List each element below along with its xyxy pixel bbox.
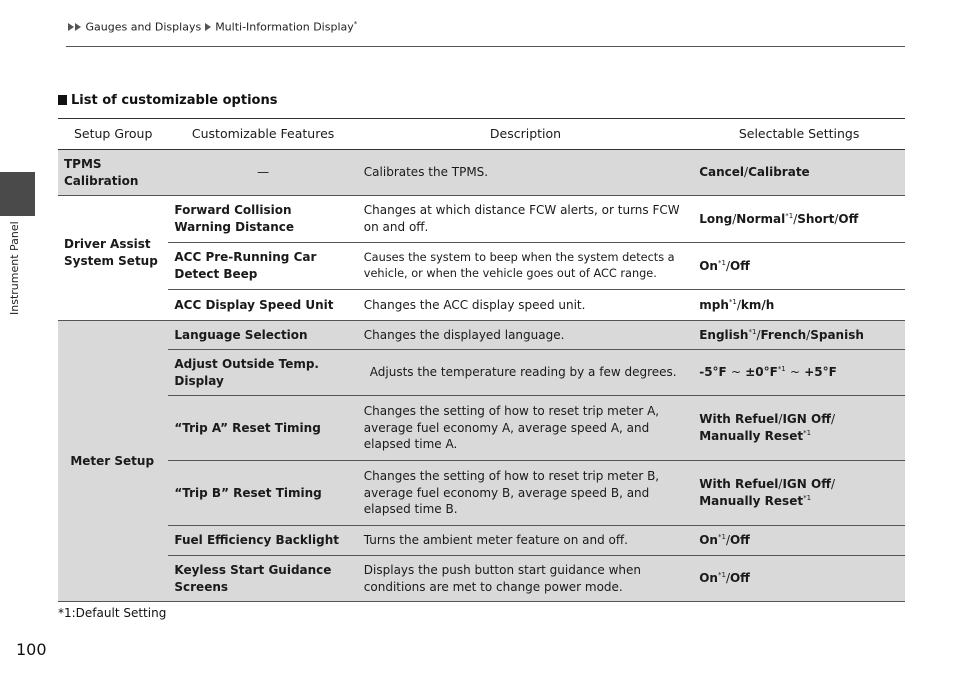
table-row [58, 461, 905, 526]
settings-cell: With Refuel/IGN Off/ Manually Reset$^{*1}$ [693, 396, 905, 461]
description-cell: Displays the push button start guidance when conditions are met to change power mode. [358, 556, 693, 602]
settings-cell: -5°F ~ $\pm 0^\circ F^{*1}$ ~ +5°F [693, 350, 905, 396]
description-cell: Adjusts the temperature reading by a few degrees. [358, 350, 693, 396]
options-table [58, 118, 905, 602]
feature-cell: Forward Collision Warning Distance [168, 196, 357, 243]
breadcrumb-mark: * [353, 20, 358, 28]
setup-group: Driver Assist System Setup [58, 196, 168, 321]
description-cell: Changes the displayed language. [358, 321, 693, 350]
breadcrumb-link-multi-info[interactable]: Multi-Information Display [215, 20, 354, 34]
column-header: Selectable Settings [693, 119, 905, 150]
table-row [58, 526, 905, 556]
table-row [58, 243, 905, 290]
settings-cell: Long/Normal$^{*1}$/Short/Off [693, 196, 905, 243]
column-header: Setup Group [58, 119, 168, 150]
settings-cell: On$^{*1}$/Off [693, 243, 905, 290]
feature-cell: ACC Display Speed Unit [168, 290, 357, 321]
table-header-row [58, 119, 905, 150]
table-row [58, 556, 905, 602]
chapter-tab[interactable] [0, 172, 35, 216]
table-row [58, 150, 905, 196]
feature-cell: Language Selection [168, 321, 357, 350]
description-cell: Changes the setting of how to reset trip meter A, average fuel economy A, average speed A, and elapsed time A. [358, 396, 693, 461]
settings-cell: Cancel/Calibrate [693, 150, 905, 196]
settings-cell: On$^{*1}$/Off [693, 556, 905, 602]
feature-cell: Adjust Outside Temp. Display [168, 350, 357, 396]
column-header: Description [358, 119, 693, 150]
section-title: List of customizable options [58, 93, 277, 108]
feature-cell: “Trip A” Reset Timing [168, 396, 357, 461]
description-cell: Causes the system to beep when the system detects a vehicle, or when the vehicle goes out of ACC range. [358, 243, 693, 290]
description-cell: Changes the ACC display speed unit. [358, 290, 693, 321]
table-row [58, 350, 905, 396]
breadcrumb-arrow-icon [68, 23, 74, 31]
description-cell: Changes at which distance FCW alerts, or turns FCW on and off. [358, 196, 693, 243]
table-row [58, 396, 905, 461]
footnote: *1:Default Setting [58, 606, 167, 620]
square-bullet-icon [58, 95, 67, 105]
breadcrumb-link-gauges[interactable]: Gauges and Displays [85, 20, 202, 34]
feature-cell: Fuel Efficiency Backlight [168, 526, 357, 556]
feature-cell: — [168, 150, 357, 196]
feature-cell: Keyless Start Guidance Screens [168, 556, 357, 602]
description-cell: Turns the ambient meter feature on and off. [358, 526, 693, 556]
header-rule [66, 46, 905, 47]
settings-cell: With Refuel/IGN Off/ Manually Reset$^{*1}$ [693, 461, 905, 526]
table-row [58, 290, 905, 321]
settings-cell: mph$^{*1}$/km/h [693, 290, 905, 321]
breadcrumb-arrow-icon [75, 23, 81, 31]
feature-cell: ACC Pre-Running Car Detect Beep [168, 243, 357, 290]
description-cell: Calibrates the TPMS. [358, 150, 693, 196]
description-cell: Changes the setting of how to reset trip meter B, average fuel economy B, average speed B, and elapsed time B. [358, 461, 693, 526]
setup-group: Meter Setup [58, 321, 168, 602]
breadcrumb [68, 20, 357, 34]
table-row [58, 196, 905, 243]
page-number: 100 [16, 640, 47, 659]
feature-cell: “Trip B” Reset Timing [168, 461, 357, 526]
breadcrumb-arrow-icon [205, 23, 211, 31]
settings-cell: English$^{*1}$/French/Spanish [693, 321, 905, 350]
column-header: Customizable Features [168, 119, 357, 150]
chapter-label: Instrument Panel [8, 221, 21, 315]
settings-cell: On$^{*1}$/Off [693, 526, 905, 556]
setup-group: TPMS Calibration [58, 150, 168, 196]
table-row [58, 321, 905, 350]
